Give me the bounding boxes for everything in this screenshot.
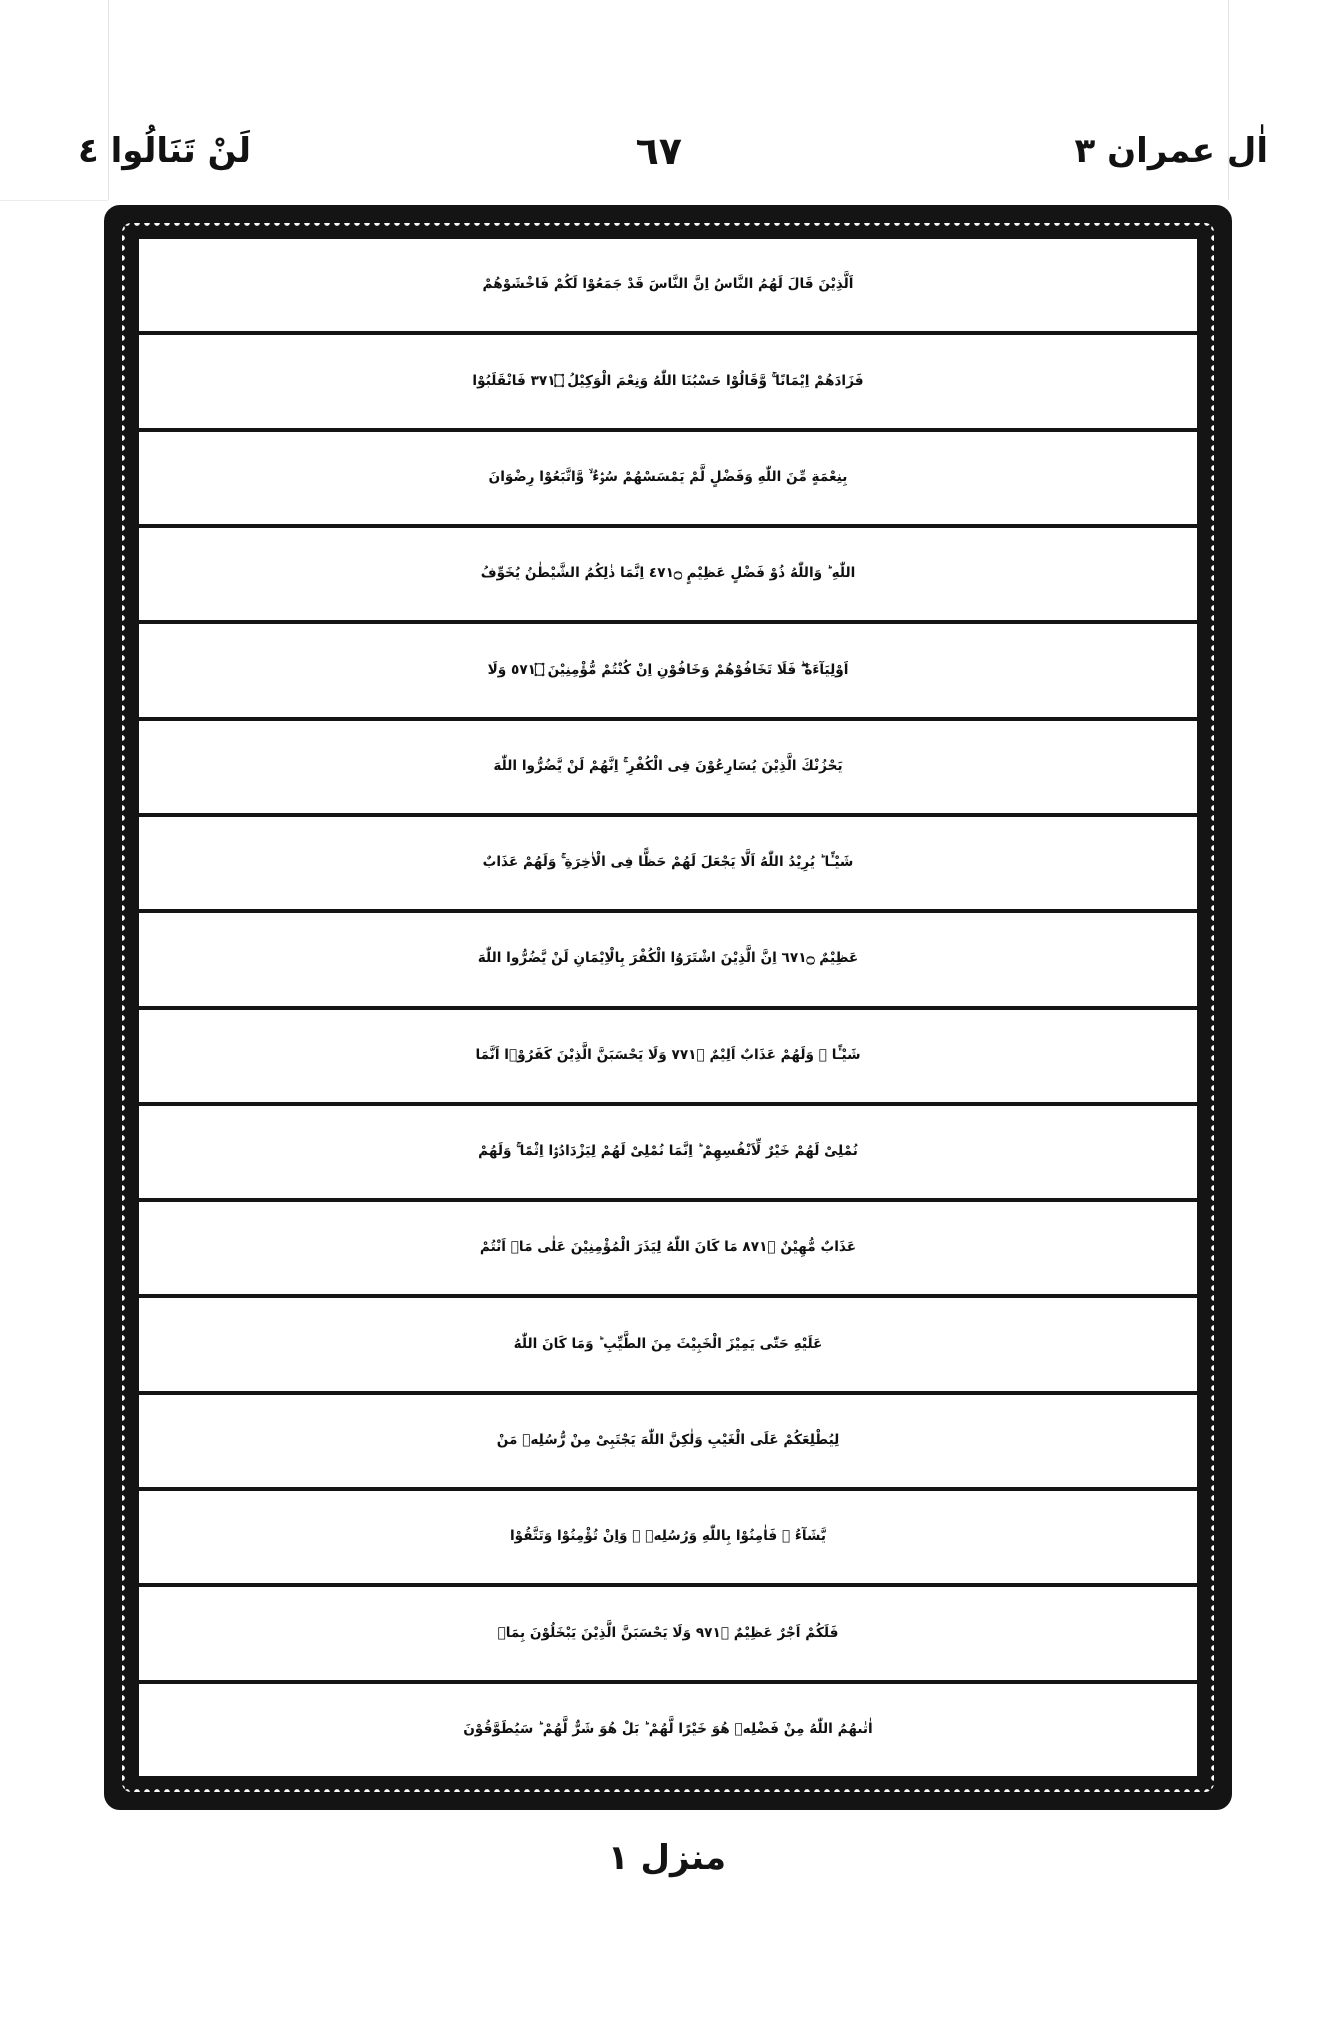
ayah-lines-container (135, 235, 1201, 1780)
ayah-line-text: لِيُطْلِعَكُمْ عَلَى الْغَيْبِ وَلٰكِنَّ اللّٰهَ يَجْتَبِىْ مِنْ رُّسُلِهٖ مَنْ (496, 1432, 840, 1448)
ayah-line-text: بِنِعْمَةٍ مِّنَ اللّٰهِ وَفَضْلٍ لَّمْ يَمْسَسْهُمْ سُوْۤءٌ ۙ وَّاتَّبَعُوْا رِضْوَانَ (488, 468, 848, 485)
ayah-line-text: نُمْلِىْ لَهُمْ خَيْرٌ لِّاَنْفُسِهِمْ ؕ اِنَّمَا نُمْلِىْ لَهُمْ لِيَزْدَادُوْۤا اِثْمًا ۚ وَلَهُمْ (478, 1143, 858, 1160)
ayah-line (139, 528, 1197, 624)
surah-name-header: اٰل عمران ٣ (1074, 131, 1268, 171)
page-number: ٦٧ (635, 129, 682, 173)
ayah-line-text: يَّشَآءُ ۖ فَاٰمِنُوْا بِاللّٰهِ وَرُسُلِهٖ ۚ وَاِنْ تُؤْمِنُوْا وَتَتَّقُوْا (509, 1528, 827, 1545)
ayah-line (139, 1298, 1197, 1394)
ayah-line-text: شَيْـًٔا ۚ وَلَهُمْ عَذَابٌ اَلِيْمٌ ۝١٧٧ وَلَا يَحْسَبَنَّ الَّذِيْنَ كَفَرُوْۤا اَنَّمَا (475, 1046, 861, 1063)
ayah-line (139, 335, 1197, 431)
ayah-line-text: اَوْلِيَآءَهٗ ۖ فَلَا تَخَافُوْهُمْ وَخَافُوْنِ اِنْ كُنْتُمْ مُّؤْمِنِيْنَ ۝١٧٥ وَلَا (487, 661, 849, 678)
ayah-line-text: عَظِيْمٌ ۝١٧٦ اِنَّ الَّذِيْنَ اشْتَرَوُا الْكُفْرَ بِالْاِيْمَانِ لَنْ يَّضُرُّوا اللّٰهَ (477, 950, 859, 967)
ayah-line (139, 1010, 1197, 1106)
ayah-line (139, 721, 1197, 817)
ayah-line (139, 1684, 1197, 1776)
ayah-line (139, 432, 1197, 528)
ayah-line-text: فَلَكُمْ اَجْرٌ عَظِيْمٌ ۝١٧٩ وَلَا يَحْسَبَنَّ الَّذِيْنَ يَبْخَلُوْنَ بِمَاۤ (497, 1624, 839, 1641)
scan-guide-line-top (0, 200, 108, 201)
ayah-line-text: اَلَّذِيْنَ قَالَ لَهُمُ النَّاسُ اِنَّ النَّاسَ قَدْ جَمَعُوْا لَكُمْ فَاخْشَوْهُمْ (482, 276, 854, 293)
ayah-line-text: فَزَادَهُمْ اِيْمَانًا ۚ وَّقَالُوْا حَسْبُنَا اللّٰهُ وَنِعْمَ الْوَكِيْلُ ۝١٧٣ فَانْقَلَبُوْا (472, 372, 864, 389)
ayah-line (139, 1202, 1197, 1298)
ornate-text-frame (104, 205, 1232, 1810)
page-header (78, 100, 1268, 173)
ayah-line-text: اٰتٰىهُمُ اللّٰهُ مِنْ فَضْلِهٖ هُوَ خَيْرًا لَّهُمْ ؕ بَلْ هُوَ شَرٌّ لَّهُمْ ؕ سَيُطَوَّقُوْنَ (463, 1720, 873, 1737)
ayah-line (139, 913, 1197, 1009)
ayah-line (139, 1491, 1197, 1587)
ayah-line (139, 1395, 1197, 1491)
ayah-line (139, 624, 1197, 720)
ayah-line-text: عَلَيْهِ حَتّٰى يَمِيْزَ الْخَبِيْثَ مِنَ الطَّيِّبِ ؕ وَمَا كَانَ اللّٰهُ (513, 1335, 823, 1352)
ayah-line (139, 1106, 1197, 1202)
ayah-line-text: عَذَابٌ مُّهِيْنٌ ۝١٧٨ مَا كَانَ اللّٰهُ لِيَذَرَ الْمُؤْمِنِيْنَ عَلٰى مَاۤ اَنْتُمْ (479, 1239, 857, 1256)
juz-name-header: لَنْ تَنَالُوا ٤ (78, 131, 251, 171)
ayah-line (139, 1587, 1197, 1683)
page-footer (0, 1838, 1334, 1878)
manzil-label: منزل ١ (607, 1838, 727, 1878)
ayah-line (139, 239, 1197, 335)
ayah-line (139, 817, 1197, 913)
ayah-line-text: اللّٰهِ ؕ وَاللّٰهُ ذُوْ فَضْلٍ عَظِيْمٍ ۝١٧٤ اِنَّمَا ذٰلِكُمُ الشَّيْطٰنُ يُخَوِّفُ (480, 565, 856, 582)
ayah-line-text: شَيْـًٔا ؕ يُرِيْدُ اللّٰهُ اَلَّا يَجْعَلَ لَهُمْ حَظًّا فِى الْاٰخِرَةِ ۚ وَلَهُمْ عَذَابٌ (482, 854, 854, 871)
ayah-line-text: يَحْزُنْكَ الَّذِيْنَ يُسَارِعُوْنَ فِى الْكُفْرِ ۚ اِنَّهُمْ لَنْ يَّضُرُّوا اللّٰهَ (493, 757, 843, 774)
